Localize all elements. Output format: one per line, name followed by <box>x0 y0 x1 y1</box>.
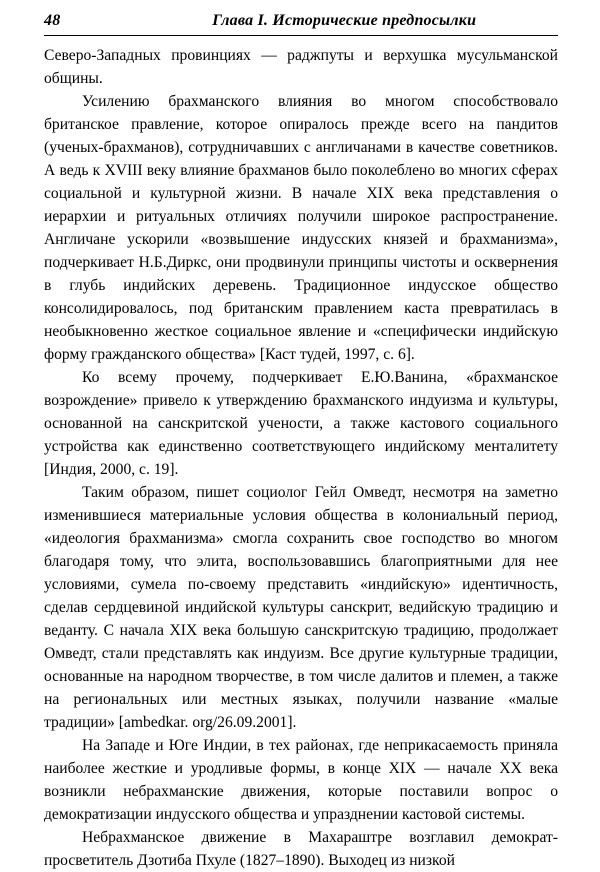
paragraph: На Западе и Юге Индии, в тех районах, где неприкасаемость приняла наиболее жесткие и уродливые формы, в конце XIX — начале XX века возникли небрахманские движения, которые поставили вопрос о демократизации индусского общества и упразднении кастовой системы. <box>44 737 558 823</box>
page-header <box>44 12 558 35</box>
page-body <box>44 44 558 872</box>
header-rule <box>44 35 558 36</box>
paragraph-continuation: Северо-Западных провинциях — раджпуты и верхушка мусульманской общины. <box>44 47 558 87</box>
page-number: 48 <box>44 12 61 29</box>
paragraph: Таким образом, пишет социолог Гейл Омведт, несмотря на заметно изменившиеся материальные условия общества в колониальный период, «идеология брахманизма» смогла сохранить свое господство во многом благодаря тому, что элита, воспользовавшись благоприятными для нее условиями, сумела по-своему представить «индийскую» идентичность, сделав сердцевиной индийской культуры санскрит, ведийскую традицию и веданту. С начала XIX века большую санскритскую традицию, продолжает Омведт, стали представлять как индуизм. Все другие культурные традиции, основанные на народном творчестве, в том числе далитов и племен, а также на региональных или местных языках, получили название «малые традиции» [ambedkar. org/26.09.2001]. <box>44 484 558 731</box>
paragraph: Небрахманское движение в Махараштре возглавил демократ-просветитель Дзотиба Пхуле (1827–1890). Выходец из низкой <box>44 829 558 869</box>
paragraph: Ко всему прочему, подчеркивает Е.Ю.Ванина, «брахманское возрождение» привело к утверждению брахманского индуизма и культуры, основанной на санскритской учености, а также кастового социального устройства как единственно соответствующего индийскому менталитету [Индия, 2000, с. 19]. <box>44 369 558 478</box>
chapter-title: Глава I. Исторические предпосылки <box>212 12 477 29</box>
paragraph: Усилению брахманского влияния во многом способствовало британское правление, которое опиралось прежде всего на пандитов (ученых-брахманов), сотрудничавших с англичанами в качестве советников. А ведь к XVIII веку влияние брахманов было поколеблено во многих сферах социальной и культурной жизни. В начале XIX века представления о иерархии и ритуальных отличиях получили широкое распространение. Англичане ускорили «возвышение индусских князей и брахманизма», подчеркивает Н.Б.Диркс, они продвинули принципы чистоты и осквернения в глубь индийских деревень. Традиционное индусское общество консолидировалось, под британским правлением каста превратилась в необыкновенно жесткое социальное явление и «специфически индийскую форму гражданского общества» [Каст тудей, 1997, с. 6]. <box>44 93 558 363</box>
